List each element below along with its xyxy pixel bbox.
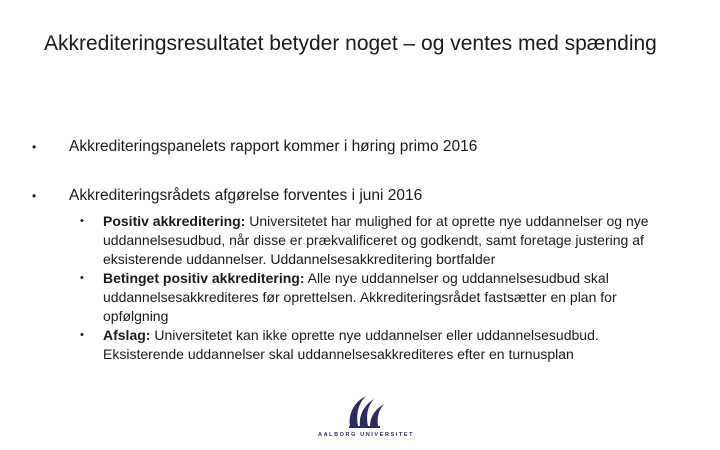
sub-bullet-text: Universitetet har mulighed for at oprette nye uddannelser og nye uddannelsesudbud, når disse er prækvalificeret og godkendt, samt foretage justering af eksisterende uddannelser. Uddannelsesakkreditering bortfalder — [103, 213, 649, 267]
sub-bullet-list — [80, 212, 680, 364]
sub-bullet-marker: • — [80, 329, 84, 341]
sub-bullet-marker: • — [80, 272, 84, 284]
bullet-marker: • — [32, 189, 37, 203]
aalborg-university-logo-icon — [344, 392, 388, 430]
sub-bullet-lead: Afslag: — [103, 327, 151, 343]
sub-bullet-marker: • — [80, 215, 84, 227]
sub-bullet-text: Alle nye uddannelser og uddannelsesudbud skal uddannelsesakkrediteres før oprettelsen. Akkrediteringsrådet fastsætter en plan for opfølgning — [103, 270, 617, 324]
sub-bullet-lead: Positiv akkreditering: — [103, 213, 246, 229]
bullet-text: Akkrediteringsrådets afgørelse forventes i juni 2016 — [69, 187, 423, 204]
sub-bullet-lead: Betinget positiv akkreditering: — [103, 270, 305, 286]
slide-title: Akkrediteringsresultatet betyder noget – og ventes med spænding — [44, 32, 657, 55]
sub-bullet-item — [80, 326, 680, 364]
logo-text: AALBORG UNIVERSITET — [318, 432, 415, 438]
sub-bullet-item — [80, 212, 680, 269]
sub-bullet-item — [80, 269, 680, 326]
bullet-marker: • — [32, 140, 37, 154]
sub-bullet-text: Universitetet kan ikke oprette nye uddannelser eller uddannelsesudbud. Eksisterende uddannelser skal uddannelsesakkrediteres efter en turnusplan — [103, 327, 599, 362]
university-logo — [318, 392, 414, 442]
bullet-text: Akkrediteringspanelets rapport kommer i høring primo 2016 — [69, 138, 478, 155]
